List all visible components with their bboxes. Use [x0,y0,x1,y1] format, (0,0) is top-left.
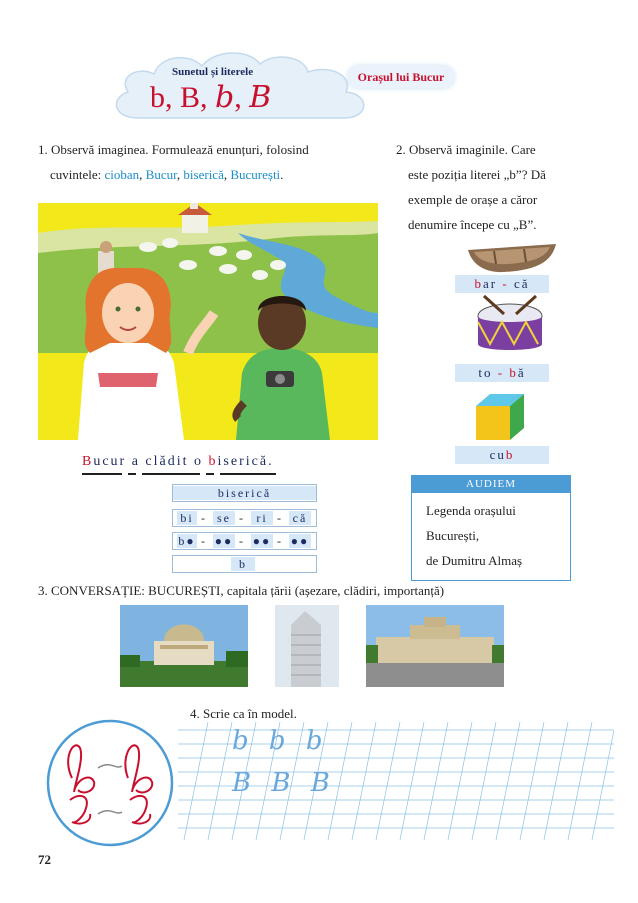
exercise-2-line: denumire începe cu „B”. [408,217,537,232]
word-bucur: Bucur [145,167,177,182]
separator: , [176,167,184,182]
underline [206,473,214,475]
exercise-3: 3. CONVERSAȚIE: BUCUREȘTI, capitala țării (așezare, clădiri, importanță) [38,583,445,598]
syllable: bi [177,511,197,525]
syllable-part: ar [483,276,498,291]
dash: - [277,534,281,548]
dash: - [201,511,205,525]
sentence-highlight: b [208,454,218,469]
model-uppercase: B B B [232,768,336,798]
listening-line: București, [426,528,480,543]
sentence-part1: ucur a clădit o [93,454,209,469]
dash: - [502,276,509,291]
exercise-1-prefix: cuvintele: [50,167,105,182]
syllable: ri [251,511,273,525]
sentence-first-letter: B [82,454,94,469]
exercise-1-line2 [38,162,378,187]
listening-title: AUDIEM [412,476,570,493]
separator: , [139,167,146,182]
drum-image [470,292,550,362]
handwriting-model-circle [40,718,180,848]
listening-line: Legenda orașului [426,503,516,518]
syllable: că [289,511,311,525]
underline [142,473,200,475]
word-toba [455,364,549,382]
word-biserica: biserică [183,167,224,182]
exercise-2-line: este poziția literei „b”? Dă [408,167,546,182]
syllable-part: ă [517,365,526,380]
syllable: se [213,511,235,525]
sound-group: ●● [290,534,310,548]
word-row [172,484,317,502]
letter-highlight: b [509,365,518,380]
children-illustration [38,203,378,440]
syllable-part: cu [489,447,506,462]
letter-script-upper: B [249,80,272,115]
dash: - [201,534,205,548]
underline [82,473,122,475]
model-lowercase: b b b [232,726,329,756]
separator: , [223,167,231,182]
syllable-row [172,509,317,527]
letter-script-lower: b [215,80,235,115]
exercise-4: 4. Scrie ca în model. [190,706,297,721]
sound-group: ●● [214,534,234,548]
syllable-part: că [513,276,530,291]
palace-photo [366,605,504,687]
word-barca [455,275,549,293]
title-letters [150,80,271,115]
lesson-topic: Orașul lui Bucur [348,66,454,88]
dash: - [497,365,505,380]
word-cub [455,446,549,464]
boat-image [464,240,560,276]
tower-photo [275,605,339,687]
model-sentence [82,454,274,470]
letter-b: b [231,557,255,571]
underline [128,473,136,475]
cube-image [470,392,528,444]
exercise-2 [396,137,596,237]
sentence-part2: iserică. [217,454,274,469]
letter-row [172,555,317,573]
exercise-2-line: 2. Observă imaginile. Care [396,142,536,157]
exercise-1 [38,137,378,187]
cloud-subtitle: Sunetul și literele [172,66,254,78]
exercise-1-line1: 1. Observă imaginea. Formulează enunțuri, folosind [38,142,309,157]
word-bucuresti: București [230,167,281,182]
word-biserica: biserică [173,486,316,500]
page-number: 72 [38,852,51,867]
listening-box [411,475,571,581]
letters-separator: , [234,81,242,114]
syllable-part: to [478,365,493,380]
listening-line: de Dumitru Almaș [426,553,523,568]
dash: - [239,511,243,525]
sound-row [172,532,317,550]
underline [220,473,276,475]
letters-print: b, B, [150,81,208,114]
dash: - [277,511,281,525]
sound-group: b● [178,534,196,548]
dash: - [239,534,243,548]
exercise-2-line: exemple de orașe a căror [408,192,538,207]
letter-highlight: b [505,447,515,462]
separator: . [280,167,284,182]
sound-group: ●● [252,534,272,548]
word-cioban: cioban [104,167,140,182]
athenaeum-photo [120,605,248,687]
letter-highlight: b [474,276,483,291]
